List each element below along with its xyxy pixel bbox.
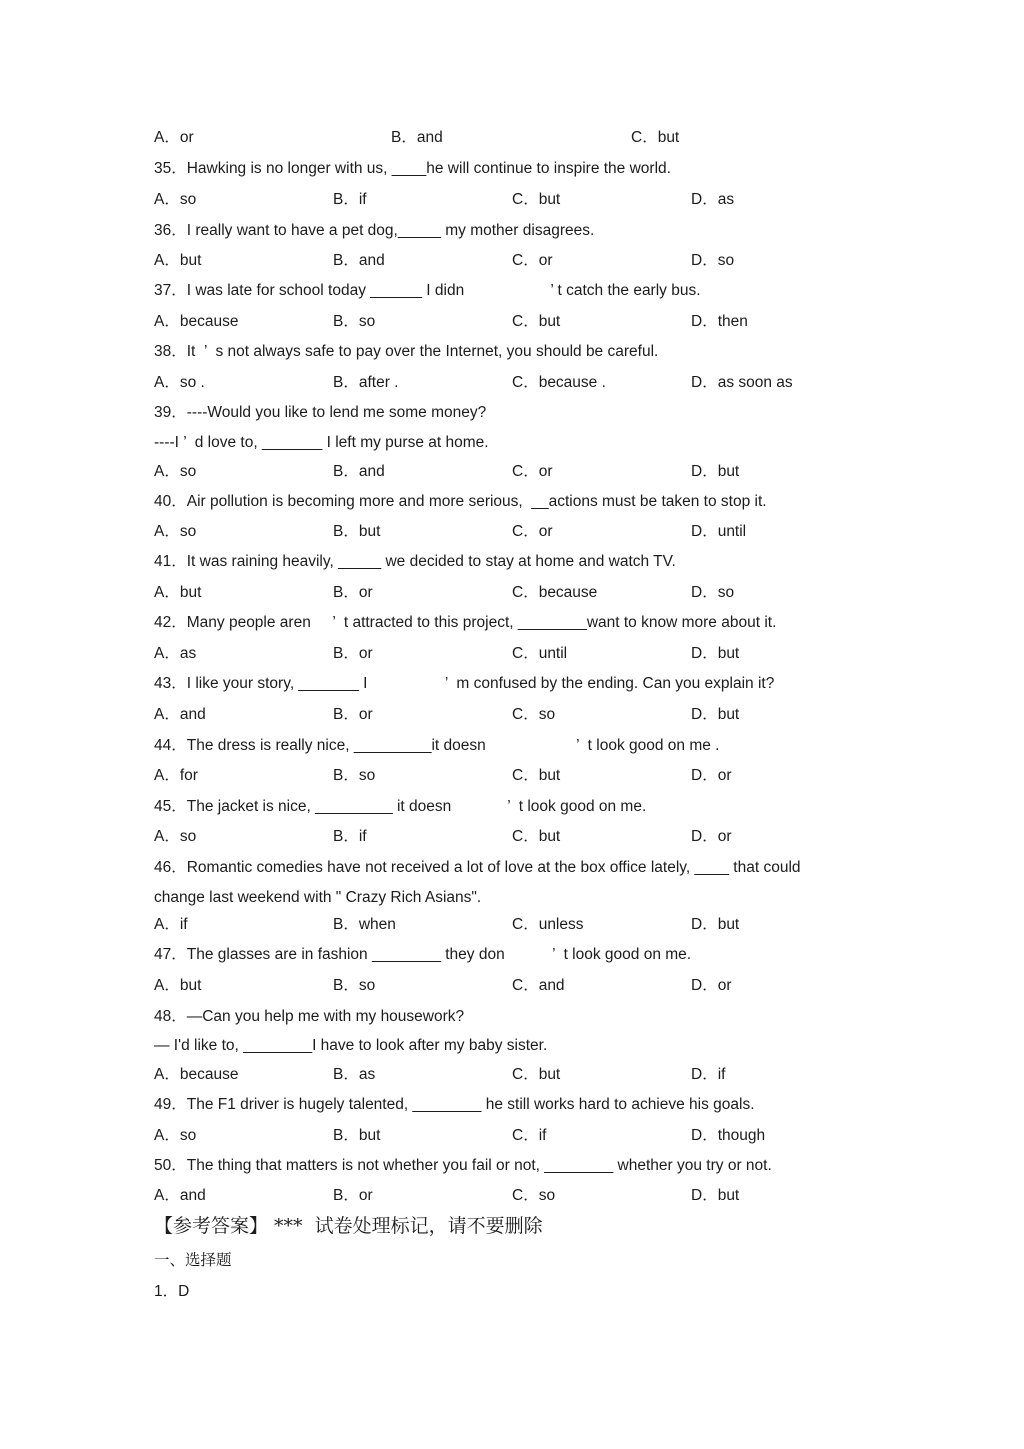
option-c: C．because bbox=[512, 584, 598, 601]
option-a: A．because bbox=[154, 1066, 239, 1083]
option-a: A．so bbox=[154, 828, 197, 845]
option-c: C．but bbox=[512, 313, 561, 330]
option-d: D．so bbox=[691, 252, 735, 269]
option-a: A．but bbox=[154, 977, 202, 994]
option-d: D．but bbox=[691, 463, 740, 480]
question-line: 38．It ’ s not always safe to pay over the Internet, you should be careful. bbox=[154, 343, 659, 360]
option-b: B．or bbox=[333, 706, 373, 723]
option-b: B．or bbox=[333, 1187, 373, 1204]
option-c: C．and bbox=[512, 977, 565, 994]
option-b: B．if bbox=[333, 191, 367, 208]
question-line: 35．Hawking is no longer with us, ____he will continue to inspire the world. bbox=[154, 160, 671, 177]
question-line: 50．The thing that matters is not whether you fail or not, ________ whether you try or not. bbox=[154, 1157, 772, 1174]
answer-key-title: 【参考答案】 *** 试卷处理标记，请不要删除 bbox=[154, 1215, 543, 1237]
option-a: A．and bbox=[154, 1187, 206, 1204]
option-c: C．so bbox=[512, 706, 556, 723]
option-b: B．or bbox=[333, 645, 373, 662]
question-line: 42．Many people aren ’ t attracted to this project, ________want to know more about it. bbox=[154, 614, 777, 631]
option-a: A．so bbox=[154, 463, 197, 480]
option-b: B．so bbox=[333, 767, 376, 784]
option-c: C．unless bbox=[512, 916, 584, 933]
option-b: B．and bbox=[391, 129, 443, 146]
option-b: B．so bbox=[333, 977, 376, 994]
option-d: D．but bbox=[691, 645, 740, 662]
option-b: B．when bbox=[333, 916, 396, 933]
option-a: A．or bbox=[154, 129, 194, 146]
option-c: C．because . bbox=[512, 374, 606, 391]
option-a: A．as bbox=[154, 645, 197, 662]
question-line: 39．----Would you like to lend me some money? bbox=[154, 404, 487, 421]
question-line: 40．Air pollution is becoming more and more serious, __actions must be taken to stop it. bbox=[154, 493, 767, 510]
option-d: D．but bbox=[691, 916, 740, 933]
option-c: C．but bbox=[631, 129, 680, 146]
option-a: A．but bbox=[154, 252, 202, 269]
option-b: B．or bbox=[333, 584, 373, 601]
option-a: A．but bbox=[154, 584, 202, 601]
option-d: D．but bbox=[691, 706, 740, 723]
answer-item: 1．D bbox=[154, 1283, 190, 1300]
option-d: D．or bbox=[691, 828, 732, 845]
option-d: D．then bbox=[691, 313, 748, 330]
option-b: B．and bbox=[333, 463, 385, 480]
option-a: A．so bbox=[154, 191, 197, 208]
option-d: D．or bbox=[691, 977, 732, 994]
section-heading: 一、选择题 bbox=[154, 1251, 232, 1269]
option-b: B．but bbox=[333, 1127, 381, 1144]
question-line: 46．Romantic comedies have not received a lot of love at the box office lately, ____ that could bbox=[154, 859, 801, 876]
option-d: D．though bbox=[691, 1127, 766, 1144]
question-line: 36．I really want to have a pet dog,_____ my mother disagrees. bbox=[154, 222, 595, 239]
option-a: A．for bbox=[154, 767, 198, 784]
question-line: 37．I was late for school today ______ I didn ’ t catch the early bus. bbox=[154, 282, 701, 299]
option-b: B．after . bbox=[333, 374, 399, 391]
option-b: B．so bbox=[333, 313, 376, 330]
option-d: D．as soon as bbox=[691, 374, 793, 391]
option-c: C．but bbox=[512, 191, 561, 208]
option-c: C．but bbox=[512, 1066, 561, 1083]
option-b: B．and bbox=[333, 252, 385, 269]
option-d: D．or bbox=[691, 767, 732, 784]
option-d: D．as bbox=[691, 191, 735, 208]
option-a: A．if bbox=[154, 916, 188, 933]
option-b: B．as bbox=[333, 1066, 376, 1083]
option-a: A．because bbox=[154, 313, 239, 330]
option-d: D．but bbox=[691, 1187, 740, 1204]
option-c: C．so bbox=[512, 1187, 556, 1204]
question-line: — I'd like to, ________I have to look after my baby sister. bbox=[154, 1037, 548, 1054]
question-line: 48．—Can you help me with my housework? bbox=[154, 1008, 465, 1025]
option-a: A．so . bbox=[154, 374, 205, 391]
question-line: 49．The F1 driver is hugely talented, ________ he still works hard to achieve his goals. bbox=[154, 1096, 755, 1113]
option-d: D．if bbox=[691, 1066, 726, 1083]
question-line: change last weekend with " Crazy Rich Asians". bbox=[154, 889, 482, 906]
option-a: A．and bbox=[154, 706, 206, 723]
option-c: C．or bbox=[512, 523, 553, 540]
option-b: B．if bbox=[333, 828, 367, 845]
option-a: A．so bbox=[154, 1127, 197, 1144]
question-line: 45．The jacket is nice, _________ it doesn ’ t look good on me. bbox=[154, 798, 647, 815]
option-c: C．until bbox=[512, 645, 568, 662]
option-d: D．so bbox=[691, 584, 735, 601]
option-c: C．or bbox=[512, 252, 553, 269]
question-line: 41．It was raining heavily, _____ we decided to stay at home and watch TV. bbox=[154, 553, 676, 570]
option-c: C．but bbox=[512, 828, 561, 845]
option-c: C．or bbox=[512, 463, 553, 480]
option-b: B．but bbox=[333, 523, 381, 540]
question-line: ----I ’ d love to, _______ I left my purse at home. bbox=[154, 434, 489, 451]
option-d: D．until bbox=[691, 523, 747, 540]
option-c: C．if bbox=[512, 1127, 547, 1144]
option-a: A．so bbox=[154, 523, 197, 540]
question-line: 43．I like your story, _______ I ’ m confused by the ending. Can you explain it? bbox=[154, 675, 775, 692]
question-line: 44．The dress is really nice, _________it doesn ’ t look good on me . bbox=[154, 737, 720, 754]
option-c: C．but bbox=[512, 767, 561, 784]
question-line: 47．The glasses are in fashion ________ they don ’ t look good on me. bbox=[154, 946, 692, 963]
